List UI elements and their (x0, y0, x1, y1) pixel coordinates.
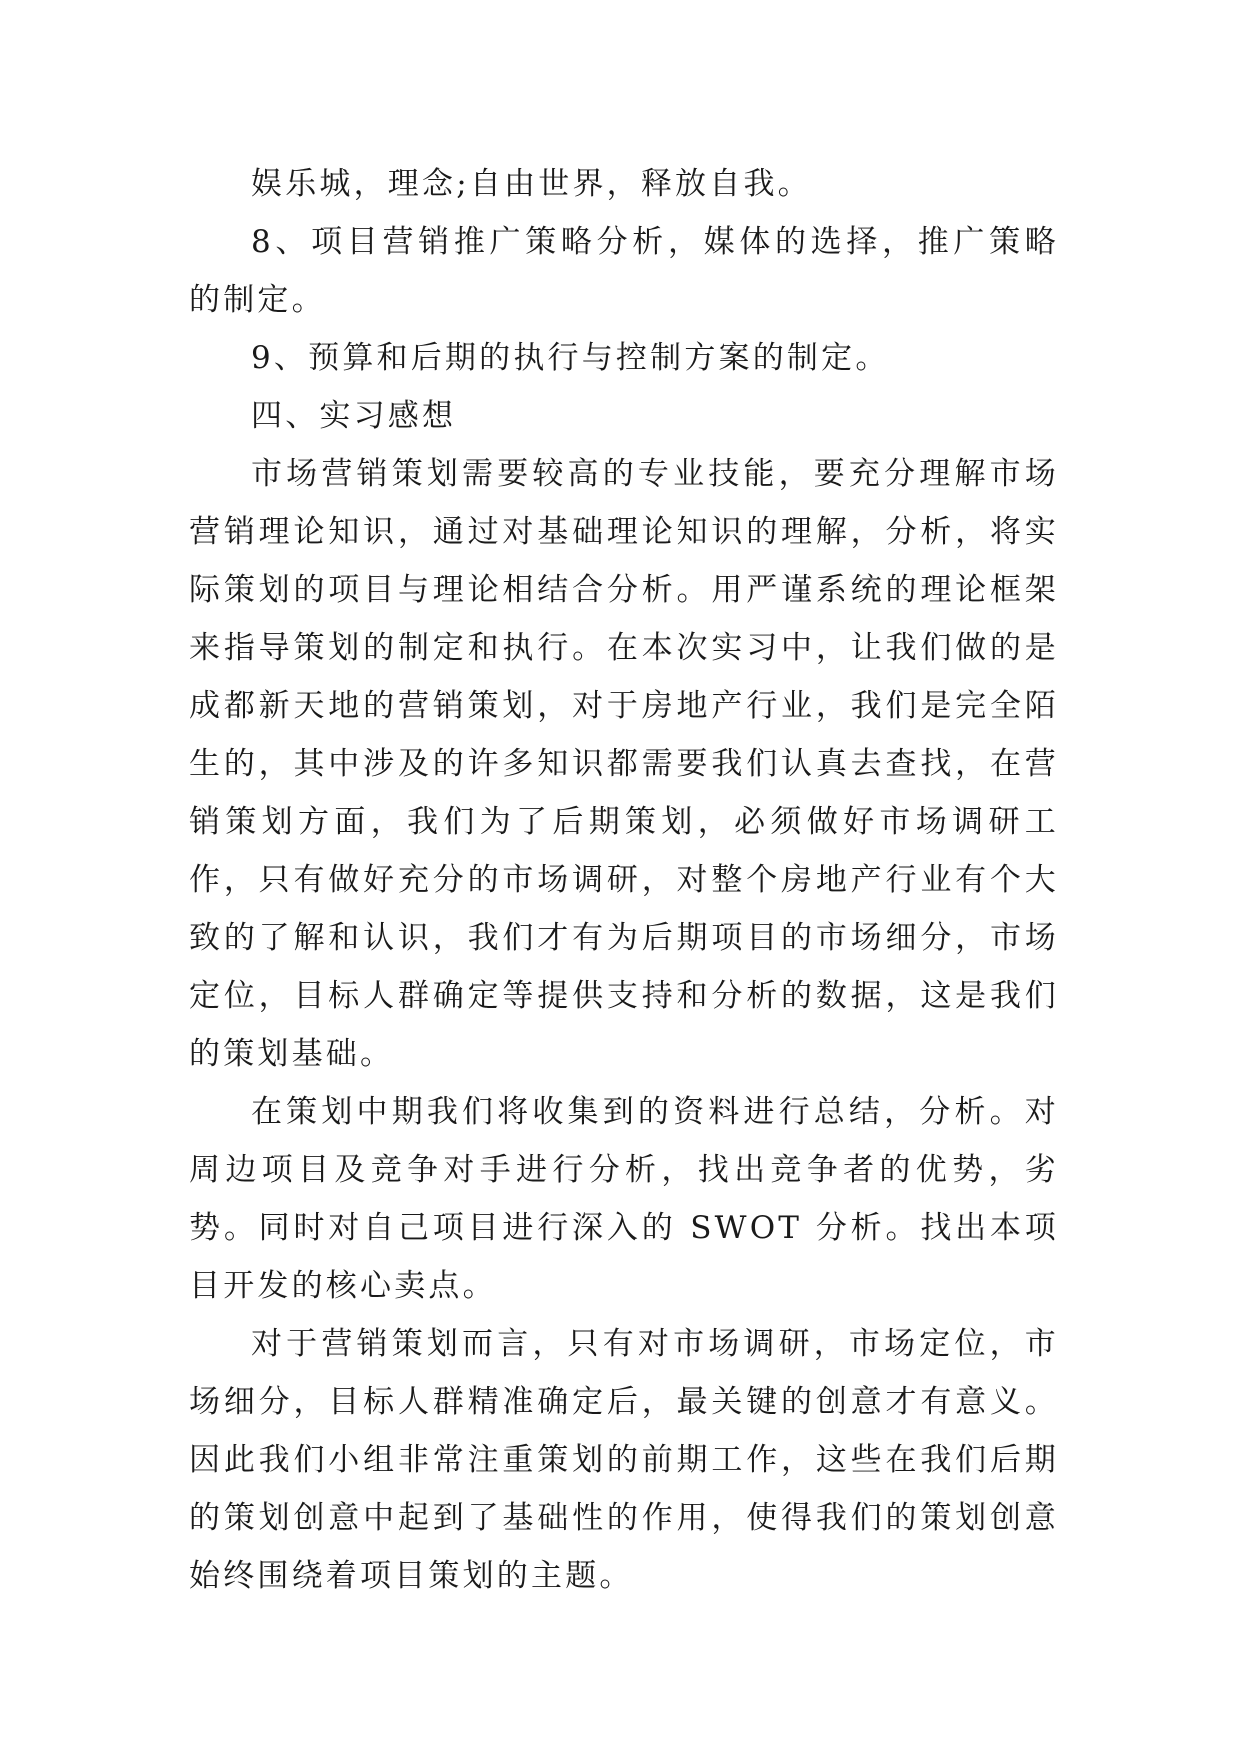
paragraph: 市场营销策划需要较高的专业技能，要充分理解市场营销理论知识，通过对基础理论知识的理解，分析，将实际策划的项目与理论相结合分析。用严谨系统的理论框架来指导策划的制定和执行。在本次实习中，让我们做的是成都新天地的营销策划，对于房地产行业，我们是完全陌生的，其中涉及的许多知识都需要我们认真去查找，在营销策划方面，我们为了后期策划，必须做好市场调研工作，只有做好充分的市场调研，对整个房地产行业有个大致的了解和认识，我们才有为后期项目的市场细分，市场定位，目标人群确定等提供支持和分析的数据，这是我们的策划基础。 (189, 456, 1059, 1072)
document-body (189, 155, 1059, 1605)
list-item-9: 9、预算和后期的执行与控制方案的制定。 (251, 340, 890, 376)
paragraph: 对于营销策划而言，只有对市场调研，市场定位，市场细分，目标人群精准确定后，最关键的创意才有意义。因此我们小组非常注重策划的前期工作，这些在我们后期的策划创意中起到了基础性的作用，使得我们的策划创意始终围绕着项目策划的主题。 (189, 1326, 1059, 1594)
paragraph: 在策划中期我们将收集到的资料进行总结，分析。对周边项目及竞争对手进行分析，找出竞争者的优势，劣势。同时对自己项目进行深入的 SWOT 分析。找出本项目开发的核心卖点。 (189, 1094, 1059, 1304)
section-heading: 四、实习感想 (251, 398, 457, 434)
list-item-8: 8、项目营销推广策略分析，媒体的选择，推广策略的制定。 (189, 224, 1059, 318)
paragraph-continuation: 娱乐城，理念;自由世界，释放自我。 (251, 166, 812, 202)
